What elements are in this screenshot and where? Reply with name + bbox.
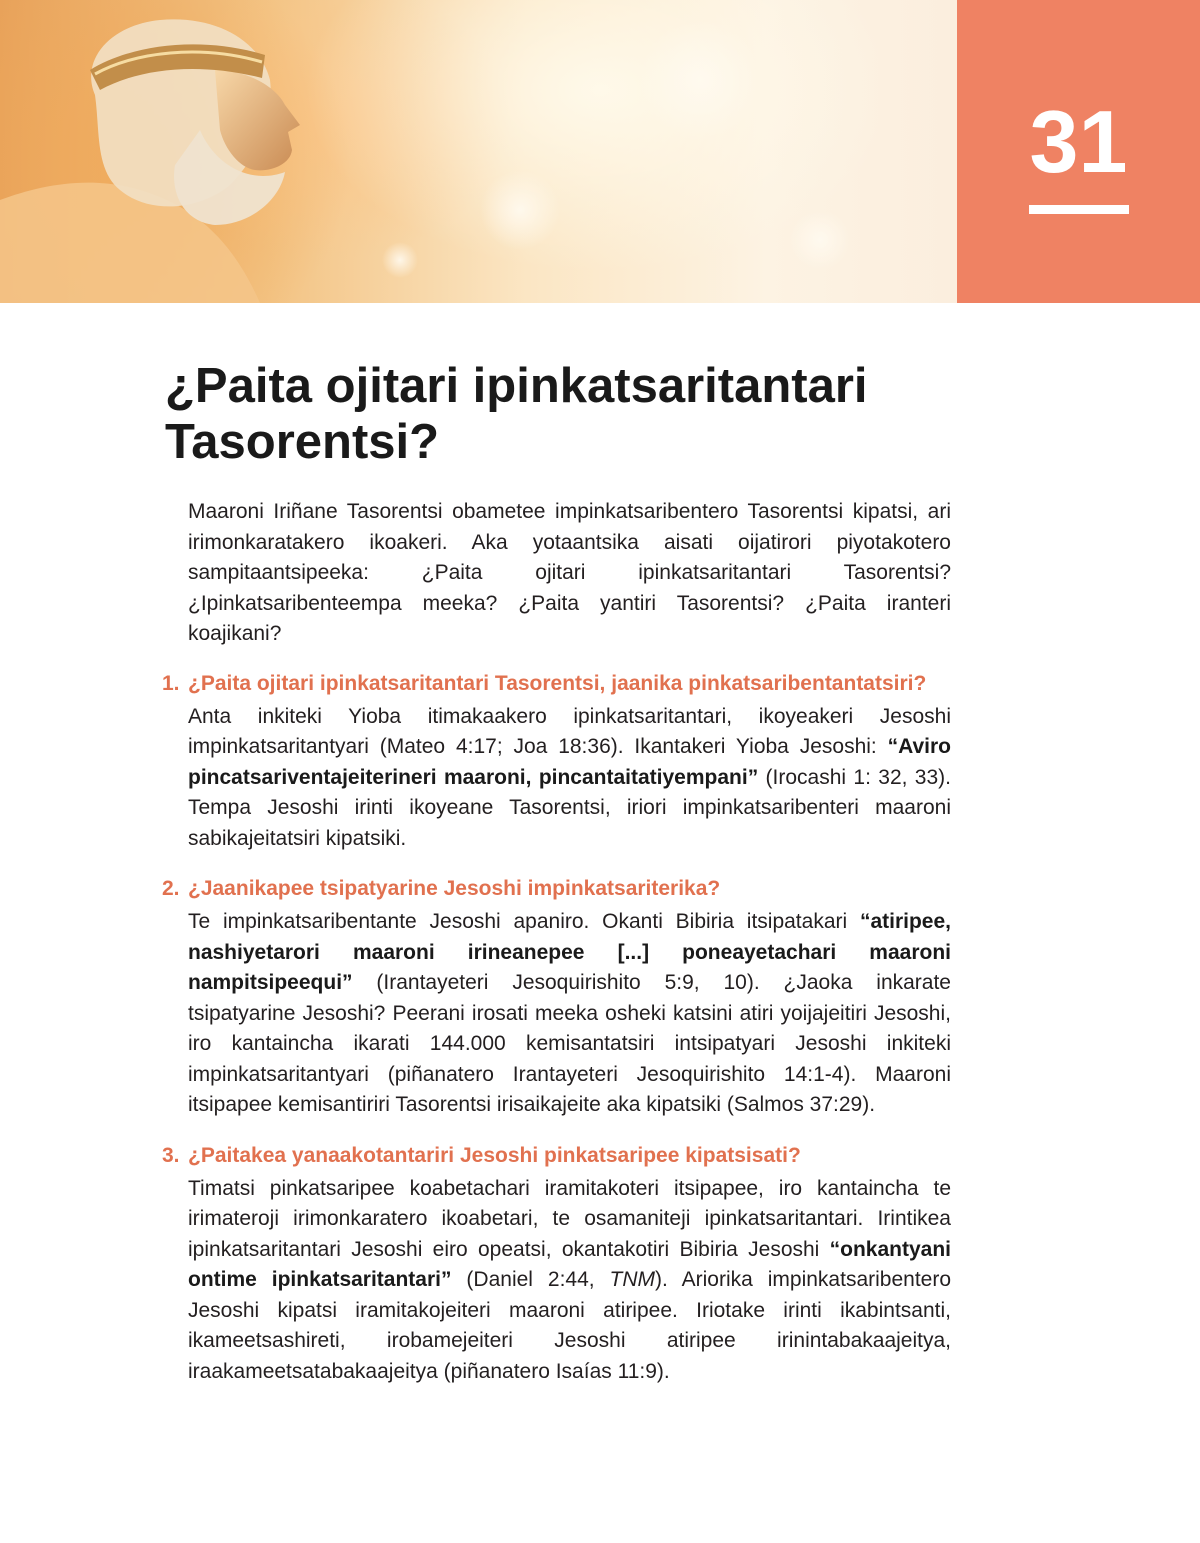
section-3 <box>162 1142 952 1388</box>
hero-image <box>0 0 957 303</box>
answer-paragraph <box>188 702 951 855</box>
lesson-badge <box>957 0 1200 303</box>
scripture-quote: “onkantyani ontime ipinkatsaritantari” <box>188 1237 951 1291</box>
question-number: 1. <box>162 671 180 695</box>
scripture-quote: “Aviro pincatsariventajeiterineri maaroni, pincantaitatiyempani” <box>188 735 951 789</box>
question-heading <box>162 670 951 698</box>
page-title: ¿Paita ojitari ipinkatsaritantari Tasorentsi? <box>165 359 868 469</box>
answer-text: Anta inkiteki Yioba itimakaakero ipinkatsaritantari, ikoyeakeri Jesoshi impinkatsaritantyari (Mateo 4:17; Joa 18:36). Ikantakeri Yioba Jesoshi: <box>188 704 951 758</box>
lesson-number: 31 <box>1029 92 1128 191</box>
scripture-quote: “atiripee, nashiyetarori maaroni irineanepee [...] poneayetachari maaroni nampitsipeequi” <box>188 910 951 994</box>
question-number: 3. <box>162 1143 180 1167</box>
answer-text: ). Ariorika impinkatsaribentero Jesoshi kipatsi iramitakojeiteri maaroni atiripee. Iriotake irinti ikabintsanti, ikameetsashireti, irobamejeiteri Jesoshi atiripee irinintabakaajeitya, iraakameetsatabakaajeitya (piñanatero Isaías 11:9). <box>188 1268 952 1383</box>
section-2 <box>162 875 951 1121</box>
answer-text: (Irocashi 1: 32, 33). Tempa Jesoshi irinti ikoyeane Tasorentsi, iriori impinkatsaribenteri maaroni sabikajeitatsiri kipatsiki. <box>188 765 951 850</box>
answer-text: (Daniel 2:44, <box>451 1268 610 1291</box>
question-text: ¿Paita ojitari ipinkatsaritantari Tasorentsi, jaanika pinkatsaribentantatsiri? <box>188 671 927 695</box>
answer-paragraph <box>188 1174 951 1388</box>
question-text: ¿Paitakea yanaakotantariri Jesoshi pinkatsaripee kipatsisati? <box>188 1143 801 1167</box>
answer-text: Timatsi pinkatsaripee koabetachari iramitakoteri itsipapee, iro kantaincha te irimateroji irimonkaratero ikoabetari, te osamaniteji ipinkatsaritantari. Irintikea ipinkatsaritantari Jesoshi eiro opeatsi, okantakotiri Bibiria Jesoshi <box>188 1176 951 1261</box>
answer-text: Te impinkatsaribentante Jesoshi apaniro. Okanti Bibiria itsipatakari <box>188 910 860 933</box>
badge-underline <box>1029 205 1129 214</box>
king-illustration <box>0 0 957 303</box>
question-number: 2. <box>162 877 180 900</box>
section-1 <box>162 670 951 855</box>
intro-paragraph: Maaroni Iriñane Tasorentsi obametee impinkatsaribentero Tasorentsi kipatsi, ari irimonkaratakero ikoakeri. Aka yotaantsika aisati oijatirori piyotakotero sampitaantsipeeka: ¿Paita ojitari ipinkatsaritantari Tasorentsi? ¿Ipinkatsaribenteempa meeka? ¿Paita yantiri Tasorentsi? ¿Paita iranteri koajikani? <box>188 500 951 645</box>
question-heading <box>162 1142 951 1170</box>
question-heading <box>162 875 951 903</box>
bible-version-abbrev: TNM <box>609 1268 656 1291</box>
answer-paragraph <box>188 907 951 1121</box>
lesson-content <box>162 497 952 1408</box>
question-text: ¿Jaanikapee tsipatyarine Jesoshi impinkatsariterika? <box>188 877 721 900</box>
answer-text: (Irantayeteri Jesoquirishito 5:9, 10). ¿Jaoka inkarate tsipatyarine Jesoshi? Peerani irosati meeka osheki katsini atiri yoijajeitiri Jesoshi, iro kantaincha ikarati 144.000 kemisantatsiri intsipatyari Jesoshi inkiteki impinkatsaritantyari (piñanatero Irantayeteri Jesoquirishito 14:1-4). Maaroni itsipapee kemisantiriri Tasorentsi irisaikajeite aka kipatsiki (Salmos 37:29). <box>188 971 951 1116</box>
